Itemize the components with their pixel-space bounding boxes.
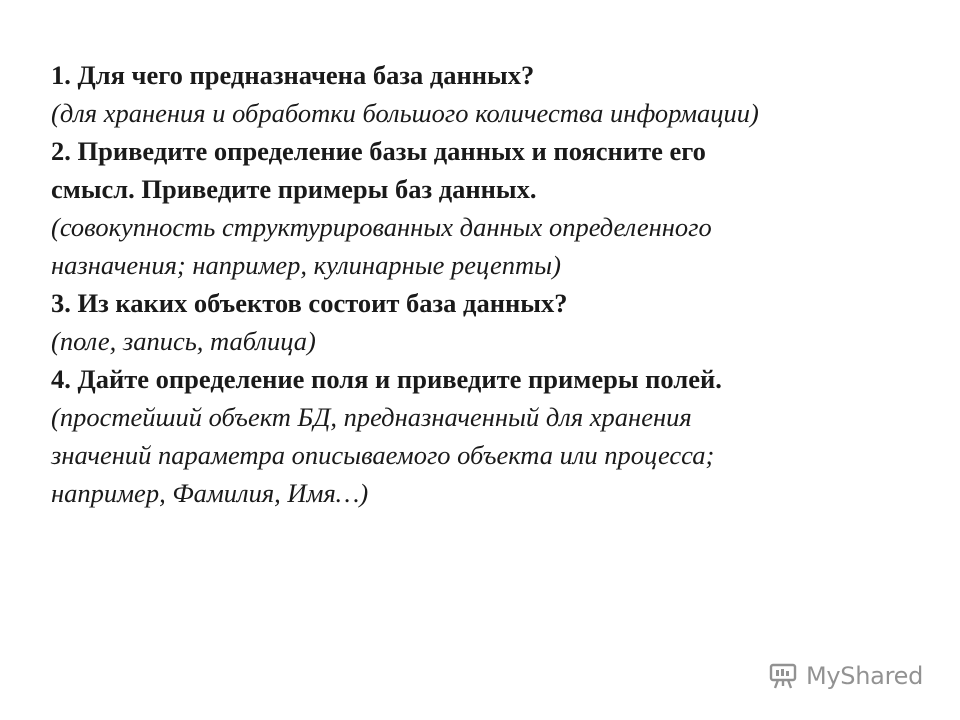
answer-2-line-1: (совокупность структурированных данных определенного (51, 212, 712, 242)
question-2 (51, 132, 931, 208)
watermark-text: MyShared (806, 662, 924, 690)
question-3 (51, 284, 931, 322)
question-2-line-2: смысл. Приведите примеры баз данных. (51, 174, 537, 204)
answer-3 (51, 322, 931, 360)
answer-4-line-3: например, Фамилия, Имя…) (51, 478, 369, 508)
answer-4-line-2: значений параметра описываемого объекта или процесса; (51, 440, 715, 470)
question-2-line-1: 2. Приведите определение базы данных и поясните его (51, 136, 706, 166)
slide-content (51, 56, 931, 512)
watermark[interactable] (768, 656, 923, 696)
answer-2 (51, 208, 931, 284)
answer-1 (51, 94, 931, 132)
question-3-line: 3. Из каких объектов состоит база данных? (51, 288, 568, 318)
question-1-line: 1. Для чего предназначена база данных? (51, 60, 535, 90)
presentation-board-icon (768, 661, 798, 691)
answer-3-line-1: (поле, запись, таблица) (51, 326, 316, 356)
answer-4 (51, 398, 931, 512)
question-1 (51, 56, 931, 94)
answer-4-line-1: (простейший объект БД, предназначенный для хранения (51, 402, 692, 432)
answer-1-line-1: (для хранения и обработки большого количества информации) (51, 98, 759, 128)
answer-2-line-2: назначения; например, кулинарные рецепты) (51, 250, 561, 280)
question-4-line: 4. Дайте определение поля и приведите примеры полей. (51, 364, 722, 394)
question-4 (51, 360, 931, 398)
